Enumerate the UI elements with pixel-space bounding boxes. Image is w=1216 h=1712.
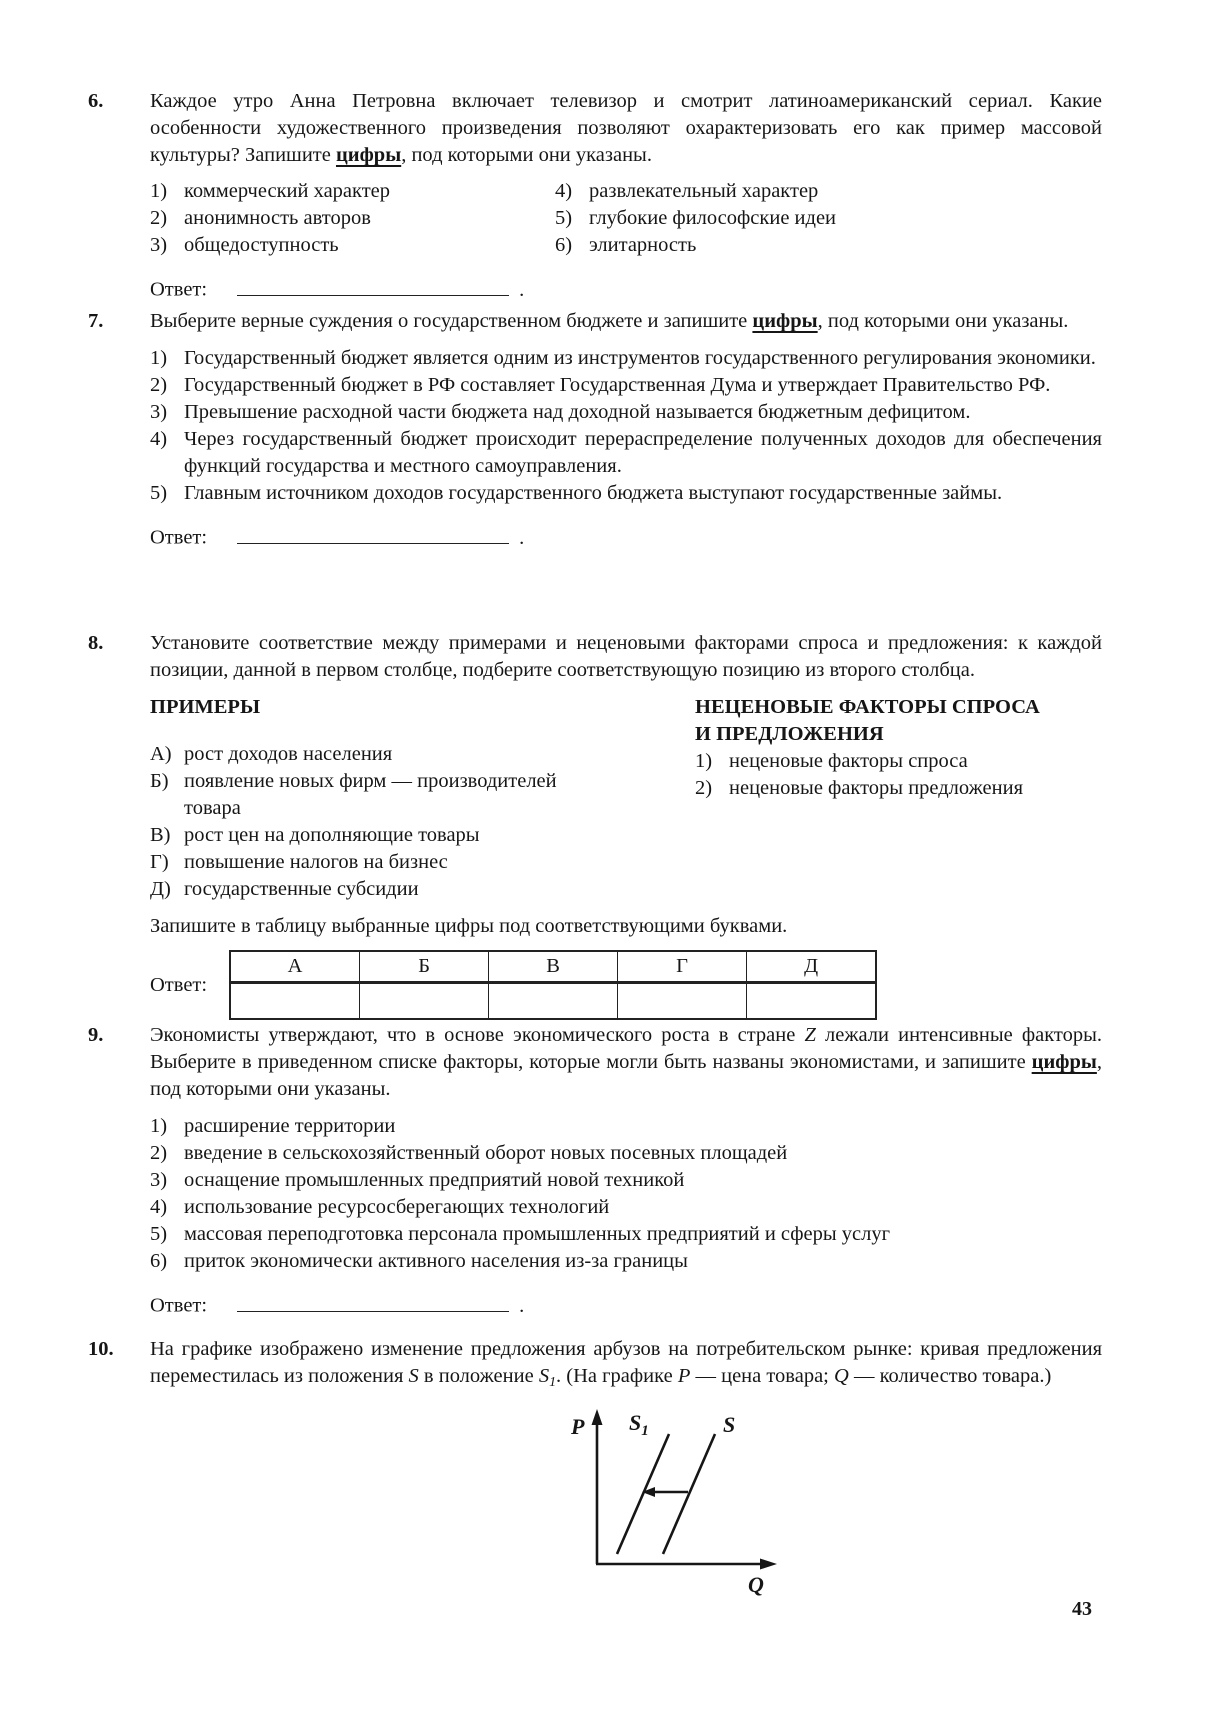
statement-item [150, 345, 1102, 372]
question-9 [88, 1022, 1102, 1320]
matching-left-header: ПРИМЕРЫ [150, 696, 261, 718]
intro-text: Экономисты утверждают, что в основе экономического роста в стране [150, 1024, 805, 1046]
statement-item [150, 1248, 1102, 1275]
curve-s1-label [629, 1410, 649, 1439]
statement-text: Через государственный бюджет происходит перераспределение полученных доходов для обеспечения функций государства и местного самоуправления. [184, 428, 1102, 477]
table-header-row [230, 951, 876, 983]
answer-blank [237, 1290, 509, 1312]
intro-text: в положение [418, 1365, 539, 1387]
statement-item [150, 1194, 1102, 1221]
statement-text: Главным источником доходов государственного бюджета выступают государственные займы. [184, 482, 1003, 504]
statement-number: 6) [150, 1250, 168, 1272]
statement-number: 4) [150, 428, 168, 450]
answer-line [150, 1290, 1102, 1320]
intro-text: . (На графике [556, 1365, 678, 1387]
options-grid [150, 178, 1102, 259]
answer-blank [237, 522, 509, 544]
question-number: 10. [88, 1338, 114, 1360]
table-header-cell: Г [618, 951, 747, 983]
intro-text: Каждое утро Анна Петровна включает телевизор и смотрит латиноамериканский сериал. Какие особенности художественного произведения позволяют охарактеризовать его как пример массовой культуры? Запишите [150, 90, 1102, 166]
statement-item [150, 1140, 1102, 1167]
match-number: 1) [695, 750, 713, 772]
match-text: повышение налогов на бизнес [184, 851, 448, 873]
question-intro [150, 308, 1102, 335]
match-number: 2) [695, 777, 713, 799]
option-text: коммерческий характер [184, 180, 391, 202]
options-column-left [150, 178, 555, 259]
question-number: 8. [88, 632, 104, 654]
statement-text: расширение территории [184, 1115, 396, 1137]
statement-item [150, 399, 1102, 426]
y-axis-arrowhead [592, 1409, 603, 1425]
statement-list [150, 1113, 1102, 1275]
answer-line [150, 522, 1102, 552]
option-number: 4) [555, 180, 573, 202]
intro-emphasis: цифры [1031, 1051, 1097, 1073]
statement-text: массовая переподготовка персонала промышленных предприятий и сферы услуг [184, 1223, 891, 1245]
option-item [150, 232, 555, 259]
answer-label: Ответ: [150, 973, 208, 996]
curve-s-label: S [723, 1411, 736, 1437]
statement-text: Превышение расходной части бюджета над доходной называется бюджетным дефицитом. [184, 401, 971, 423]
match-text: неценовые факторы предложения [729, 777, 1024, 799]
answer-blank [237, 274, 509, 296]
answer-label: Ответ: [150, 1294, 208, 1317]
question-intro [150, 1336, 1102, 1396]
match-text: появление новых фирм — производителей товара [184, 770, 557, 819]
answer-label: Ответ: [150, 278, 208, 301]
question-intro [150, 88, 1102, 169]
matching-columns [150, 694, 1102, 903]
statement-number: 1) [150, 347, 168, 369]
option-number: 3) [150, 234, 168, 256]
intro-text: На графике изображено изменение предложения арбузов на потребительском рынке: кривая предложения переместилась из положения [150, 1338, 1102, 1387]
supply-shift-graph [545, 1404, 1102, 1599]
option-text: элитарность [589, 234, 697, 256]
matching-right-header-line2: И ПРЕДЛОЖЕНИЯ [695, 723, 884, 745]
match-letter: Г) [150, 851, 169, 873]
option-number: 6) [555, 234, 573, 256]
intro-emphasis: цифры [335, 144, 402, 166]
statement-text: использование ресурсосберегающих технологий [184, 1196, 610, 1218]
answer-line [150, 274, 1102, 304]
statement-item [150, 1221, 1102, 1248]
table-value-cell [747, 983, 877, 1020]
option-item [150, 178, 555, 205]
statement-text: Государственный бюджет является одним из инструментов государственного регулирования экономики. [184, 347, 1096, 369]
x-axis-arrowhead [760, 1558, 777, 1569]
intro-subscript: 1 [549, 1374, 557, 1390]
intro-variable: Z [804, 1024, 816, 1046]
option-item [150, 205, 555, 232]
supply-curve-s1 [617, 1434, 669, 1554]
matching-left-column [150, 694, 590, 903]
option-text: развлекательный характер [589, 180, 819, 202]
match-letter: В) [150, 824, 171, 846]
question-8 [88, 630, 1102, 1020]
match-item [695, 748, 1102, 775]
statement-number: 2) [150, 374, 168, 396]
match-item [150, 876, 590, 903]
statement-text: оснащение промышленных предприятий новой техникой [184, 1169, 685, 1191]
match-item [695, 775, 1102, 802]
option-text: анонимность авторов [184, 207, 371, 229]
statement-number: 2) [150, 1142, 168, 1164]
match-letter: Б) [150, 770, 169, 792]
match-text: неценовые факторы спроса [729, 750, 968, 772]
question-number: 7. [88, 310, 104, 332]
table-value-cell [618, 983, 747, 1020]
question-6 [88, 88, 1102, 304]
question-number: 9. [88, 1024, 104, 1046]
intro-emphasis: цифры [752, 310, 818, 332]
question-number: 6. [88, 90, 104, 112]
question-intro [150, 1022, 1102, 1103]
match-item [150, 822, 590, 849]
intro-text: Выберите верные суждения о государственном бюджете и запишите [150, 310, 753, 332]
statement-item [150, 1113, 1102, 1140]
x-axis-label: Q [748, 1571, 764, 1597]
option-item [555, 178, 1102, 205]
curve-s1-letter: S [629, 1409, 642, 1435]
statement-item [150, 480, 1102, 507]
supply-graph-svg [545, 1404, 785, 1599]
intro-text: , под которыми они указаны. [401, 144, 652, 166]
curve-s1-subscript: 1 [641, 1422, 649, 1439]
question-7 [88, 308, 1102, 552]
intro-text: , под которыми они указаны. [817, 310, 1069, 332]
statement-number: 3) [150, 1169, 168, 1191]
statement-number: 3) [150, 401, 168, 423]
option-number: 5) [555, 207, 573, 229]
answer-table [229, 950, 877, 1020]
matching-right-items [695, 748, 1102, 802]
answer-period: . [519, 1294, 525, 1317]
statement-item [150, 372, 1102, 399]
options-column-right [555, 178, 1102, 259]
match-item [150, 768, 590, 822]
table-header-cell: Д [747, 951, 877, 983]
statement-text: введение в сельскохозяйственный оборот новых посевных площадей [184, 1142, 788, 1164]
match-text: рост доходов населения [184, 743, 393, 765]
table-value-cell [230, 983, 360, 1020]
intro-variable: P [677, 1365, 691, 1387]
matching-right-column [695, 694, 1102, 903]
y-axis-label: P [571, 1413, 585, 1439]
option-item [555, 205, 1102, 232]
match-letter: А) [150, 743, 172, 765]
intro-text: — цена товара; [690, 1365, 834, 1387]
question-intro [150, 630, 1102, 684]
intro-variable: Q [834, 1365, 849, 1387]
shift-arrow-head [642, 1487, 655, 1497]
option-item [555, 232, 1102, 259]
table-header-cell: А [230, 951, 360, 983]
table-instruction: Запишите в таблицу выбранные цифры под соответствующими буквами. [150, 915, 788, 937]
page-number: 43 [1072, 1598, 1092, 1620]
intro-text: , под которыми они указаны. [150, 1051, 1102, 1100]
statement-item [150, 1167, 1102, 1194]
answer-period: . [519, 278, 525, 301]
match-letter: Д) [150, 878, 171, 900]
table-value-cell [489, 983, 618, 1020]
statement-number: 5) [150, 482, 168, 504]
intro-variable: S [408, 1365, 419, 1387]
answer-table-row [150, 950, 1102, 1020]
statement-number: 1) [150, 1115, 168, 1137]
statement-text: приток экономически активного населения из-за границы [184, 1250, 688, 1272]
statement-number: 5) [150, 1223, 168, 1245]
statement-text: Государственный бюджет в РФ составляет Государственная Дума и утверждает Правительство РФ. [184, 374, 1051, 396]
statement-list [150, 345, 1102, 507]
option-text: глубокие философские идеи [589, 207, 837, 229]
intro-text: лежали интенсивные факторы. Выберите в приведенном списке факторы, которые могли быть названы экономистами, и запишите [150, 1024, 1102, 1073]
supply-curve-s [663, 1434, 715, 1554]
table-header-cell: В [489, 951, 618, 983]
question-10 [88, 1336, 1102, 1599]
table-value-row [230, 983, 876, 1020]
intro-text: Установите соответствие между примерами и неценовыми факторами спроса и предложения: к каждой позиции, данной в первом столбце, подберите соответствующую позицию из второго столбца. [150, 632, 1102, 681]
option-text: общедоступность [184, 234, 339, 256]
statement-number: 4) [150, 1196, 168, 1218]
matching-left-items [150, 741, 590, 903]
statement-item [150, 426, 1102, 480]
matching-right-header: НЕЦЕНОВЫЕ ФАКТОРЫ СПРОСА [695, 696, 1040, 718]
intro-variable: S [538, 1365, 550, 1387]
match-text: рост цен на дополняющие товары [184, 824, 480, 846]
match-text: государственные субсидии [184, 878, 419, 900]
answer-period: . [519, 526, 525, 549]
table-header-cell: Б [360, 951, 489, 983]
answer-label: Ответ: [150, 526, 208, 549]
option-number: 1) [150, 180, 168, 202]
intro-text: — количество товара.) [848, 1365, 1052, 1387]
match-item [150, 741, 590, 768]
table-value-cell [360, 983, 489, 1020]
option-number: 2) [150, 207, 168, 229]
match-item [150, 849, 590, 876]
